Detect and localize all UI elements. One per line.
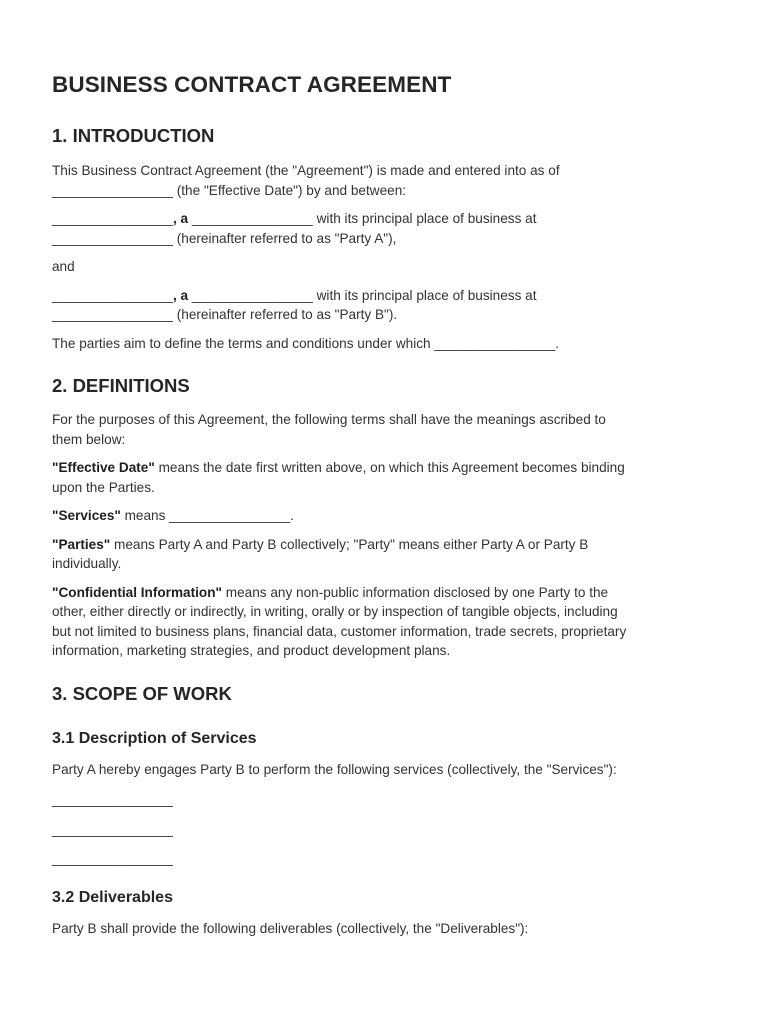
parties-text-2: individually. <box>52 556 122 571</box>
definition-confidential-information <box>52 583 722 661</box>
subsection-heading-description-of-services: 3.1 Description of Services <box>52 729 257 747</box>
definitions-intro-line-1: For the purposes of this Agreement, the following terms shall have the meanings ascribed to <box>52 412 606 427</box>
deliverables-intro: Party B shall provide the following deliverables (collectively, the "Deliverables"): <box>52 920 529 936</box>
document-page <box>52 72 722 938</box>
services-intro: Party A hereby engages Party B to perform the following services (collectively, the "Services"): <box>52 761 617 777</box>
party-b-comma-a: , a <box>172 287 189 303</box>
party-a-line-1-rest: ________________ with its principal place of business at <box>188 211 537 226</box>
intro-paragraph <box>52 161 722 200</box>
definition-effective-date <box>52 458 722 497</box>
definitions-intro-line-2: them below: <box>52 431 126 447</box>
confidential-text-2: other, either directly or indirectly, in writing, orally or by inspection of tangible objects, including <box>52 604 618 619</box>
term-parties: "Parties" <box>52 536 111 552</box>
service-blank-line: ________________ <box>52 821 173 837</box>
party-b-name-blank: ________________ <box>52 287 173 303</box>
subsection-heading-deliverables: 3.2 Deliverables <box>52 888 173 906</box>
service-blank-line: ________________ <box>52 792 173 807</box>
effective-date-text-2: upon the Parties. <box>52 479 155 495</box>
term-confidential-information: "Confidential Information" <box>52 584 222 600</box>
intro-line-2: ________________ (the "Effective Date") by and between: <box>52 182 407 198</box>
parties-text-1: means Party A and Party B collectively; "Party" means either Party A or Party B <box>110 536 589 552</box>
term-effective-date: "Effective Date" <box>52 460 155 475</box>
party-a-line-2: ________________ (hereinafter referred to as "Party A"), <box>52 230 397 246</box>
services-text: means ________________. <box>120 508 294 523</box>
service-blank-line: ________________ <box>52 851 173 866</box>
party-b-line-2: ________________ (hereinafter referred to as "Party B"). <box>52 307 398 322</box>
section-heading-introduction: 1. INTRODUCTION <box>52 125 215 146</box>
party-a-comma-a: , a <box>172 211 189 226</box>
intro-line-1: This Business Contract Agreement (the "Agreement") is made and entered into as of <box>52 163 560 178</box>
confidential-text-4: information, marketing strategies, and product development plans. <box>52 643 451 658</box>
aim-paragraph: The parties aim to define the terms and conditions under which ________________. <box>52 335 560 351</box>
definition-parties <box>52 535 722 574</box>
effective-date-text-1: means the date first written above, on which this Agreement becomes binding <box>154 460 625 475</box>
party-b-line-1-rest: ________________ with its principal place of business at <box>188 287 537 303</box>
document-title: BUSINESS CONTRACT AGREEMENT <box>52 72 452 97</box>
confidential-text-1: means any non-public information disclosed by one Party to the <box>221 584 609 600</box>
confidential-text-3: but not limited to business plans, financial data, customer information, trade secrets, proprietary <box>52 623 627 639</box>
section-heading-definitions: 2. DEFINITIONS <box>52 375 190 396</box>
section-heading-scope-of-work: 3. SCOPE OF WORK <box>52 682 232 704</box>
term-services: "Services" <box>52 508 121 523</box>
and-text: and <box>52 259 75 274</box>
party-a-paragraph <box>52 209 722 248</box>
party-b-paragraph <box>52 286 722 325</box>
definition-services <box>52 506 722 526</box>
party-a-name-blank: ________________ <box>52 211 173 226</box>
definitions-intro <box>52 410 722 449</box>
